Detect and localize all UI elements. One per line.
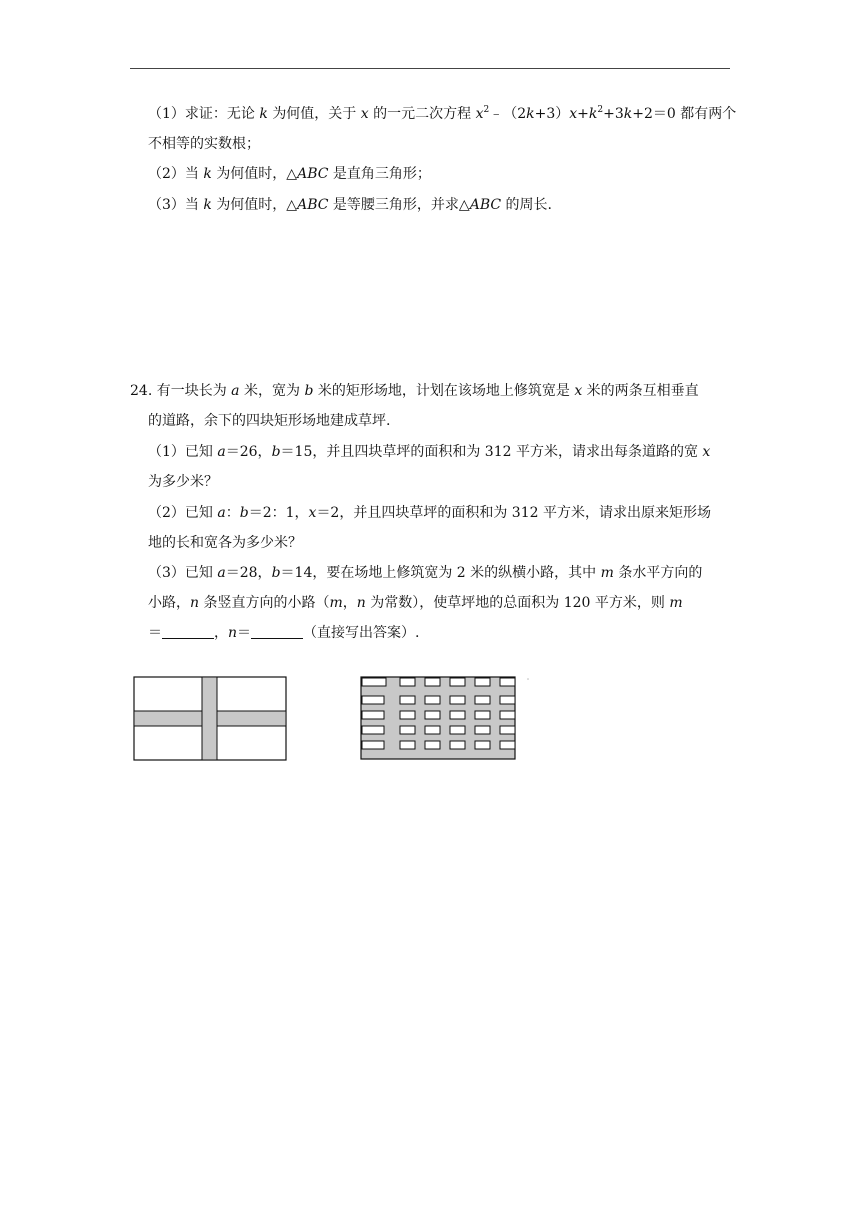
var-x: x bbox=[475, 106, 484, 122]
text: 的一元二次方程 bbox=[373, 106, 472, 122]
lawn-plot bbox=[400, 696, 415, 704]
lawn-plot bbox=[475, 696, 490, 704]
var-m: m bbox=[669, 595, 683, 611]
lawn-plot bbox=[362, 696, 384, 704]
lawn-plot bbox=[500, 696, 515, 704]
var-m: m bbox=[600, 565, 614, 581]
text: 是直角三角形； bbox=[332, 166, 431, 182]
answer-blank-n[interactable] bbox=[251, 624, 303, 639]
var-x: x bbox=[569, 106, 578, 122]
text: 条水平方向的 bbox=[618, 565, 703, 581]
header-rule bbox=[130, 68, 730, 69]
equation-part: ﹣（2 bbox=[489, 106, 527, 122]
q23-part1-label: （1）求证：无论 bbox=[148, 106, 255, 122]
text: （3）已知 bbox=[148, 565, 213, 581]
text: ＝26， bbox=[225, 444, 272, 460]
exponent: 2 bbox=[597, 105, 604, 115]
var-n: n bbox=[190, 595, 200, 611]
lawn-plot bbox=[400, 711, 415, 719]
var-a: a bbox=[231, 383, 240, 399]
var-k: k bbox=[623, 106, 633, 122]
lawn-plot bbox=[362, 678, 386, 686]
var-k: k bbox=[588, 106, 598, 122]
var-k: k bbox=[203, 166, 212, 182]
lawn-plot bbox=[362, 741, 384, 749]
var-b: b bbox=[304, 383, 314, 399]
text: ， bbox=[342, 595, 357, 611]
equation-part: +2＝0 都有两个 bbox=[632, 106, 737, 122]
q24-part1-line1 bbox=[148, 442, 710, 462]
var-abc: ABC bbox=[297, 166, 329, 182]
q24-intro-line2: 的道路，余下的四块矩形场地建成草坪. bbox=[148, 413, 391, 429]
var-a: a bbox=[217, 565, 226, 581]
text: ＝2，并且四块草坪的面积和为 312 平方米，请求出原来矩形场 bbox=[316, 505, 711, 521]
text: 条竖直方向的小路（ bbox=[203, 595, 330, 611]
lawn-plot bbox=[475, 741, 490, 749]
var-x: x bbox=[574, 383, 583, 399]
q23-part3 bbox=[148, 195, 552, 215]
lawn-plot bbox=[425, 741, 440, 749]
q23-part1-line2: 不相等的实数根； bbox=[148, 136, 260, 152]
lawn-plot bbox=[450, 678, 465, 686]
var-abc: ABC bbox=[297, 197, 329, 213]
stray-dot bbox=[527, 678, 529, 680]
text: ＝2：1， bbox=[248, 505, 309, 521]
q24-part3-line3 bbox=[148, 623, 419, 643]
text: （1）已知 bbox=[148, 444, 213, 460]
lawn-plot bbox=[500, 741, 515, 749]
lawn-plot bbox=[425, 726, 440, 734]
lawn-plot bbox=[425, 678, 440, 686]
text: （直接写出答案）. bbox=[303, 625, 420, 641]
lawn-plot bbox=[400, 678, 415, 686]
lawn-plot bbox=[450, 711, 465, 719]
lawn-plot bbox=[450, 726, 465, 734]
text: （2）当 bbox=[148, 166, 199, 182]
text: ＝14，要在场地上修筑宽为 2 米的纵横小路，其中 bbox=[280, 565, 597, 581]
text: 为何值时，△ bbox=[216, 166, 298, 182]
text: ＝ bbox=[148, 625, 162, 641]
var-b: b bbox=[239, 505, 249, 521]
var-a: a bbox=[217, 444, 226, 460]
text: 有一块长为 bbox=[156, 383, 227, 399]
text: 小路， bbox=[148, 595, 190, 611]
var-b: b bbox=[271, 444, 281, 460]
q24-intro-line1 bbox=[130, 381, 699, 401]
lawn-plot bbox=[450, 696, 465, 704]
var-n: n bbox=[228, 625, 238, 641]
equation-part: +3） bbox=[534, 106, 570, 122]
var-x: x bbox=[702, 444, 711, 460]
text: 为何值时，△ bbox=[216, 197, 298, 213]
text: ＝ bbox=[237, 625, 252, 641]
lawn-plot bbox=[362, 726, 384, 734]
text: 是等腰三角形，并求△ bbox=[332, 197, 470, 213]
text: （2）已知 bbox=[148, 505, 213, 521]
text: 为何值，关于 bbox=[272, 106, 357, 122]
lawn-plot bbox=[400, 726, 415, 734]
lawn-plot bbox=[450, 741, 465, 749]
exponent: 2 bbox=[483, 105, 490, 115]
var-k: k bbox=[526, 106, 535, 122]
text: 的周长. bbox=[505, 197, 552, 213]
var-x: x bbox=[360, 106, 369, 122]
text: ＝15，并且四块草坪的面积和为 312 平方米，请求出每条道路的宽 bbox=[280, 444, 698, 460]
lawn-plot bbox=[425, 696, 440, 704]
lawn-plot bbox=[475, 711, 490, 719]
text: 米，宽为 bbox=[243, 383, 300, 399]
lawn-plot bbox=[475, 726, 490, 734]
text: ： bbox=[225, 505, 240, 521]
figure-grid-paths bbox=[360, 676, 532, 762]
var-k: k bbox=[203, 197, 212, 213]
lawn-plot bbox=[362, 711, 384, 719]
text: 米的矩形场地，计划在该场地上修筑宽是 bbox=[317, 383, 570, 399]
lawn-plot bbox=[500, 726, 515, 734]
var-x: x bbox=[308, 505, 317, 521]
var-n: n bbox=[356, 595, 366, 611]
text: ， bbox=[214, 625, 228, 641]
q23-part1-line1: （1）求证：无论 k 为何值，关于 x 的一元二次方程 $x^2﹣(2k+3)x+k^2+3k+2=0$ 都有两个 bbox=[148, 105, 737, 122]
equation-part: +3 bbox=[603, 106, 624, 122]
text: ＝28， bbox=[225, 565, 272, 581]
var-k: k bbox=[259, 106, 268, 122]
figure-cross-roads bbox=[133, 676, 289, 762]
text: 为常数），使草坪地的总面积为 120 平方米，则 bbox=[370, 595, 665, 611]
lawn-plot bbox=[500, 678, 515, 686]
text: 米的两条互相垂直 bbox=[586, 383, 699, 399]
q24-part1-line2: 为多少米？ bbox=[148, 474, 218, 490]
q23-part2 bbox=[148, 164, 431, 184]
lawn-plot bbox=[500, 711, 515, 719]
q24-part2-line1 bbox=[148, 503, 711, 523]
var-m: m bbox=[329, 595, 343, 611]
q24-part3-line2 bbox=[148, 593, 683, 613]
var-a: a bbox=[217, 505, 226, 521]
lawn-plot bbox=[400, 741, 415, 749]
question-number: 24. bbox=[130, 383, 153, 399]
lawn-plot bbox=[425, 711, 440, 719]
text: （3）当 bbox=[148, 197, 199, 213]
q24-part3-line1 bbox=[148, 563, 702, 583]
answer-blank-m[interactable] bbox=[162, 624, 214, 639]
var-b: b bbox=[271, 565, 281, 581]
var-abc: ABC bbox=[469, 197, 502, 213]
q24-part2-line2: 地的长和宽各为多少米？ bbox=[148, 535, 302, 551]
lawn-plot bbox=[475, 678, 490, 686]
